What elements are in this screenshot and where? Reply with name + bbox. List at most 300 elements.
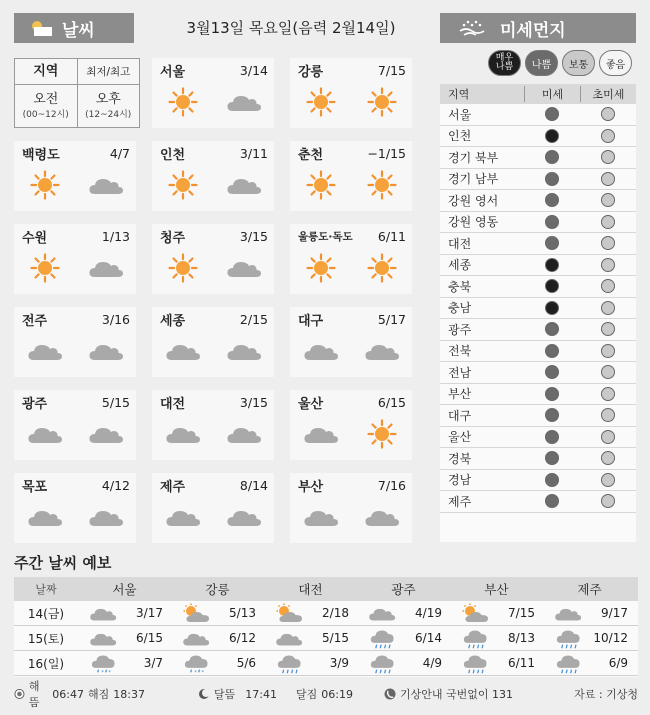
city-card — [290, 58, 412, 128]
pm10-level-dot — [545, 408, 559, 422]
city-name: 울산 — [298, 396, 324, 412]
pm10-level-dot — [545, 451, 559, 465]
weekly-cell — [357, 605, 450, 622]
cloud-icon — [88, 340, 124, 362]
city-card — [290, 390, 412, 460]
am-weather — [25, 500, 65, 534]
sun-cloud-icon — [182, 603, 210, 623]
city-temp: 4/12 — [101, 477, 130, 493]
cloud-icon — [226, 174, 262, 196]
dust-row — [440, 104, 636, 126]
am-weather — [163, 251, 203, 285]
city-name: 서울 — [160, 64, 186, 80]
cloud-icon — [368, 605, 396, 622]
dust-region: 광주 — [448, 322, 472, 337]
city-temp: 7/16 — [377, 477, 406, 493]
city-temp: 3/11 — [239, 145, 268, 161]
weekly-col-date: 날짜 — [35, 583, 57, 596]
am-weather — [163, 417, 203, 451]
moonset-time: 06:19 — [321, 687, 353, 701]
weekly-cell — [543, 651, 636, 675]
weekly-temp: 6/11 — [508, 656, 535, 670]
cloud-icon — [165, 506, 201, 528]
weather-title: 날씨 — [62, 20, 95, 41]
city-card — [290, 307, 412, 377]
city-card — [290, 473, 412, 543]
sun-icon — [14, 688, 25, 700]
weekly-cell — [543, 605, 636, 622]
cloud-icon — [303, 506, 339, 528]
sun-icon — [306, 253, 336, 283]
dust-row — [440, 255, 636, 277]
city-name: 백령도 — [22, 147, 60, 163]
cloud-icon — [364, 506, 400, 528]
weekly-col-city: 서울 — [112, 582, 137, 597]
dust-row — [440, 384, 636, 406]
pm-weather — [224, 168, 264, 202]
city-temp: −1/15 — [367, 145, 406, 161]
city-card — [14, 307, 136, 377]
dust-title: 미세먼지 — [500, 20, 566, 41]
am-weather — [301, 251, 341, 285]
city-temp: 3/15 — [239, 394, 268, 410]
pm-weather — [224, 417, 264, 451]
weekly-temp: 5/13 — [229, 606, 256, 620]
pm25-level-dot — [601, 408, 615, 422]
am-weather — [25, 334, 65, 368]
phone-icon — [384, 688, 396, 700]
svg-text:*: * — [201, 670, 205, 675]
cloud-icon — [27, 506, 63, 528]
moon-icon — [198, 688, 210, 700]
dust-region: 인천 — [448, 129, 472, 144]
dust-col-pm10: 미세 — [524, 86, 580, 102]
pm25-level-dot — [601, 494, 615, 508]
pm10-level-dot — [545, 150, 559, 164]
pm10-level-dot — [545, 430, 559, 444]
dust-region: 전북 — [448, 344, 472, 359]
dust-section-header — [440, 13, 636, 43]
weekly-temp: 4/9 — [422, 656, 442, 670]
sun-icon — [367, 419, 397, 449]
sun-cloud-icon — [461, 603, 489, 623]
legend-pm: 오후 — [95, 92, 121, 107]
city-temp: 3/15 — [239, 228, 268, 244]
legend-am-range: (00~12시) — [22, 110, 69, 120]
cloud-icon — [303, 340, 339, 362]
dust-row — [440, 169, 636, 191]
pm-weather — [362, 500, 402, 534]
cloud-icon — [226, 91, 262, 113]
city-temp: 8/14 — [239, 477, 268, 493]
cloud-icon — [364, 340, 400, 362]
cloud-icon — [226, 257, 262, 279]
sun-icon — [306, 87, 336, 117]
sunset-time: 18:37 — [113, 687, 145, 701]
weekly-header — [14, 577, 638, 601]
cloud-icon — [88, 423, 124, 445]
cloud-icon — [27, 340, 63, 362]
sun-cloud-logo-icon — [28, 18, 54, 38]
weekly-title: 주간 날씨 예보 — [14, 554, 112, 572]
pm25-level-dot — [601, 129, 615, 143]
city-temp: 3/16 — [101, 311, 130, 327]
pm-weather — [362, 251, 402, 285]
dust-region: 경북 — [448, 451, 472, 466]
dust-row — [440, 233, 636, 255]
dust-row — [440, 147, 636, 169]
dust-row — [440, 491, 636, 513]
sun-cloud-icon — [275, 603, 303, 623]
city-name: 광주 — [22, 396, 48, 412]
moonrise-info — [198, 686, 296, 702]
weekly-temp: 6/9 — [608, 656, 628, 670]
pm25-level-dot — [601, 344, 615, 358]
pm-weather — [362, 85, 402, 119]
dust-region: 울산 — [448, 430, 472, 445]
pm10-level-dot — [545, 236, 559, 250]
dust-region: 경기 북부 — [448, 150, 499, 165]
weekly-temp: 9/17 — [601, 606, 628, 620]
weekly-row — [14, 651, 638, 676]
dust-region: 부산 — [448, 387, 472, 402]
weekly-date: 15(토) — [27, 631, 65, 646]
dust-region: 제주 — [448, 494, 472, 509]
date-title: 3월13일 목요일(음력 2월14일) — [186, 19, 396, 37]
city-name: 춘천 — [298, 147, 324, 163]
svg-text:*: * — [101, 670, 104, 675]
am-weather — [25, 251, 65, 285]
pm-weather — [86, 251, 126, 285]
city-name: 대전 — [160, 396, 186, 412]
dust-table — [440, 84, 636, 542]
dust-region: 강원 영서 — [448, 193, 499, 208]
dust-table-header — [440, 84, 636, 104]
city-name: 목포 — [22, 479, 48, 495]
pm25-level-dot — [601, 215, 615, 229]
dust-col-region: 지역 — [448, 88, 470, 101]
city-card — [152, 390, 274, 460]
legend-minmax: 최저/최고 — [86, 66, 131, 78]
cloud-icon — [275, 630, 303, 647]
cloud-icon — [89, 605, 117, 622]
pm-weather — [362, 417, 402, 451]
city-card — [152, 224, 274, 294]
city-temp: 6/11 — [377, 228, 406, 244]
weekly-cell — [264, 630, 357, 647]
dust-region: 세종 — [448, 258, 472, 273]
dust-legend — [488, 50, 638, 76]
sunset-info — [88, 686, 198, 702]
weekly-temp: 7/15 — [508, 606, 535, 620]
dust-row — [440, 212, 636, 234]
cloud-icon — [182, 630, 210, 647]
city-name: 부산 — [298, 479, 324, 495]
weekly-cell — [543, 626, 636, 650]
pm25-level-dot — [601, 387, 615, 401]
pm25-level-dot — [601, 172, 615, 186]
city-card — [290, 141, 412, 211]
city-card — [290, 224, 412, 294]
pm10-level-dot — [545, 365, 559, 379]
pm-weather — [224, 85, 264, 119]
sun-icon — [367, 170, 397, 200]
weekly-cell — [357, 651, 450, 675]
pm10-level-dot — [545, 301, 559, 315]
rain-snow-icon — [182, 651, 210, 675]
weekly-col-city: 제주 — [577, 582, 602, 597]
weekly-temp: 3/9 — [329, 656, 349, 670]
weekly-temp: 5/6 — [236, 656, 256, 670]
city-name: 울릉도·독도 — [298, 230, 353, 243]
sunrise-time: 06:47 — [52, 687, 84, 701]
pm-weather — [86, 334, 126, 368]
am-weather — [301, 168, 341, 202]
dust-row — [440, 126, 636, 148]
pm25-level-dot — [601, 365, 615, 379]
pm25-level-dot — [601, 193, 615, 207]
city-name: 인천 — [160, 147, 186, 163]
pm-weather — [224, 500, 264, 534]
dust-row — [440, 448, 636, 470]
weekly-date: 14(금) — [27, 606, 65, 621]
weekly-temp: 6/15 — [136, 631, 163, 645]
weather-section-header — [14, 13, 134, 43]
city-card — [14, 224, 136, 294]
dust-row — [440, 298, 636, 320]
legend-region: 지역 — [15, 59, 78, 84]
dust-row — [440, 319, 636, 341]
am-weather — [301, 85, 341, 119]
dust-row — [440, 405, 636, 427]
pm25-level-dot — [601, 322, 615, 336]
dust-row — [440, 427, 636, 449]
city-card — [152, 58, 274, 128]
pm10-level-dot — [545, 107, 559, 121]
weekly-row — [14, 626, 638, 651]
dust-region: 전남 — [448, 365, 472, 380]
legend-pm-range: (12~24시) — [85, 110, 132, 120]
pm10-level-dot — [545, 129, 559, 143]
weekly-cell — [450, 651, 543, 675]
rain-icon — [461, 626, 489, 650]
legend-am: 오전 — [33, 92, 59, 107]
city-card — [14, 141, 136, 211]
weekly-cell — [357, 626, 450, 650]
dust-region: 충남 — [448, 301, 472, 316]
weekly-cell — [450, 603, 543, 623]
dust-region: 충북 — [448, 279, 472, 294]
phone-text: 기상안내 국번없이 131 — [400, 688, 513, 701]
rain-icon — [368, 651, 396, 675]
pm25-level-dot — [601, 107, 615, 121]
weekly-cell — [450, 626, 543, 650]
city-card — [152, 473, 274, 543]
weekly-temp: 6/12 — [229, 631, 256, 645]
city-card — [14, 473, 136, 543]
sun-icon — [168, 87, 198, 117]
sunset-label: 해짐 — [88, 688, 110, 701]
sunrise-label: 해뜸 — [28, 680, 40, 709]
cloud-icon — [88, 506, 124, 528]
rain-icon — [368, 626, 396, 650]
weekly-cell — [264, 651, 357, 675]
am-weather — [25, 168, 65, 202]
weekly-cell — [264, 603, 357, 623]
city-temp: 2/15 — [239, 311, 268, 327]
pm25-level-dot — [601, 150, 615, 164]
cloud-icon — [27, 423, 63, 445]
sun-icon — [168, 170, 198, 200]
dust-region: 경남 — [448, 473, 472, 488]
weekly-table — [14, 577, 638, 677]
weekly-temp: 5/15 — [322, 631, 349, 645]
sun-icon — [168, 253, 198, 283]
am-weather — [163, 334, 203, 368]
moonset-label: 달짐 — [296, 688, 318, 701]
am-weather — [301, 334, 341, 368]
city-name: 전주 — [22, 313, 48, 329]
sun-icon — [367, 253, 397, 283]
weekly-cell — [78, 630, 171, 647]
pm10-level-dot — [545, 387, 559, 401]
city-temp: 5/17 — [377, 311, 406, 327]
dust-region: 서울 — [448, 107, 472, 122]
cloud-icon — [303, 423, 339, 445]
pm-weather — [86, 168, 126, 202]
dust-region: 대전 — [448, 236, 472, 251]
cloud-icon — [226, 506, 262, 528]
pm10-level-dot — [545, 322, 559, 336]
pm25-level-dot — [601, 236, 615, 250]
pm25-level-dot — [601, 301, 615, 315]
pm-weather — [362, 334, 402, 368]
dust-row — [440, 341, 636, 363]
city-temp: 5/15 — [101, 394, 130, 410]
pm10-level-dot — [545, 258, 559, 272]
dust-region: 강원 영동 — [448, 215, 499, 230]
city-name: 대구 — [298, 313, 324, 329]
city-card — [152, 141, 274, 211]
dust-row — [440, 470, 636, 492]
city-name: 세종 — [160, 313, 186, 329]
city-temp: 4/7 — [109, 145, 130, 161]
rain-snow-icon — [89, 651, 117, 675]
sun-icon — [306, 170, 336, 200]
weekly-temp: 10/12 — [593, 631, 628, 645]
dust-region: 대구 — [448, 408, 472, 423]
weekly-cell — [78, 605, 171, 622]
footer — [14, 680, 638, 709]
pm10-level-dot — [545, 215, 559, 229]
am-weather — [163, 85, 203, 119]
city-temp: 3/14 — [239, 62, 268, 78]
weekly-col-city: 광주 — [391, 582, 416, 597]
sun-icon — [30, 170, 60, 200]
weekly-temp: 3/7 — [143, 656, 163, 670]
city-name: 제주 — [160, 479, 186, 495]
city-name: 청주 — [160, 230, 186, 246]
weekly-temp: 6/14 — [415, 631, 442, 645]
city-card — [152, 307, 274, 377]
source-text: 자료 : 기상청 — [574, 688, 638, 701]
weekly-cell — [171, 603, 264, 623]
pm-weather — [362, 168, 402, 202]
city-name: 강릉 — [298, 64, 324, 80]
weekly-cell — [78, 651, 171, 675]
am-weather — [301, 417, 341, 451]
cloud-icon — [165, 340, 201, 362]
phone-info — [384, 686, 544, 702]
dust-row — [440, 276, 636, 298]
cloud-icon — [165, 423, 201, 445]
cloud-icon — [88, 257, 124, 279]
pm-weather — [86, 500, 126, 534]
pm10-level-dot — [545, 279, 559, 293]
pm25-level-dot — [601, 451, 615, 465]
pm10-level-dot — [545, 344, 559, 358]
rain-icon — [554, 626, 582, 650]
am-weather — [301, 500, 341, 534]
legend-bad-badge: 나쁨 — [525, 50, 558, 76]
weekly-col-city: 부산 — [484, 582, 509, 597]
sun-icon — [30, 253, 60, 283]
cloud-icon — [554, 605, 582, 622]
weekly-col-city: 대전 — [298, 582, 323, 597]
weekly-temp: 4/19 — [415, 606, 442, 620]
legend-box — [14, 58, 140, 128]
weekly-row — [14, 601, 638, 626]
city-temp: 1/13 — [101, 228, 130, 244]
cloud-icon — [226, 423, 262, 445]
dust-wind-icon — [456, 19, 490, 37]
weekly-date: 16(일) — [27, 656, 65, 671]
am-weather — [163, 500, 203, 534]
pm10-level-dot — [545, 193, 559, 207]
pm10-level-dot — [545, 172, 559, 186]
city-temp: 7/15 — [377, 62, 406, 78]
legend-very-bad-badge: 매우나쁨 — [488, 50, 521, 76]
city-temp: 6/15 — [377, 394, 406, 410]
cloud-icon — [89, 630, 117, 647]
pm25-level-dot — [601, 279, 615, 293]
svg-text:*: * — [194, 670, 197, 675]
cloud-icon — [226, 340, 262, 362]
am-weather — [25, 417, 65, 451]
sunrise-info — [14, 678, 84, 710]
weekly-col-city: 강릉 — [205, 582, 230, 597]
city-name: 수원 — [22, 230, 48, 246]
pm25-level-dot — [601, 430, 615, 444]
pm-weather — [224, 334, 264, 368]
pm-weather — [224, 251, 264, 285]
weekly-cell — [171, 630, 264, 647]
weekly-temp: 3/17 — [136, 606, 163, 620]
pm10-level-dot — [545, 473, 559, 487]
dust-col-pm25: 초미세 — [580, 86, 636, 102]
rain-icon — [275, 651, 303, 675]
dust-row — [440, 362, 636, 384]
sun-icon — [367, 87, 397, 117]
dust-region: 경기 남부 — [448, 172, 499, 187]
weekly-cell — [171, 651, 264, 675]
moonrise-time: 17:41 — [245, 687, 277, 701]
moonset-info — [296, 686, 384, 702]
city-card — [14, 390, 136, 460]
cloud-icon — [88, 174, 124, 196]
am-weather — [163, 168, 203, 202]
pm-weather — [86, 417, 126, 451]
